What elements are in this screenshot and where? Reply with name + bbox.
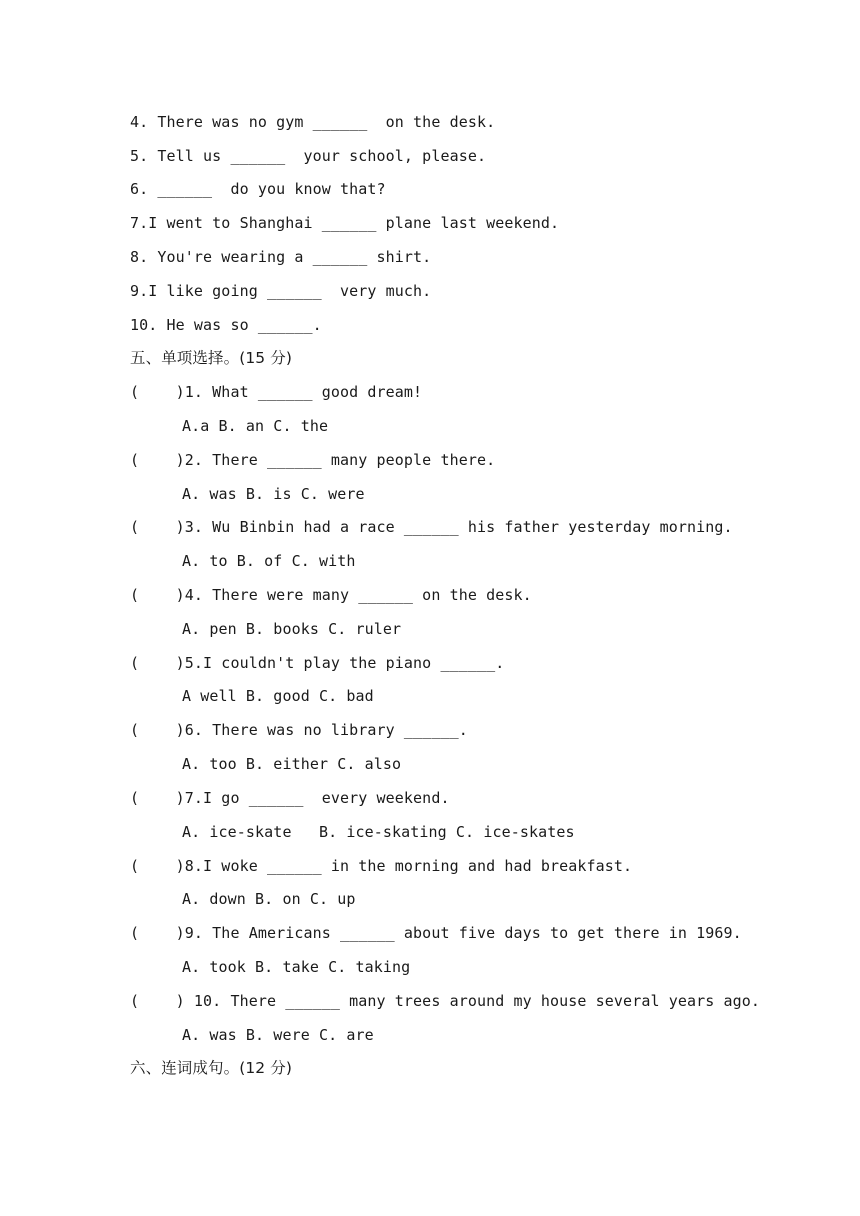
choice-options-2: A. was B. is C. were: [182, 485, 365, 503]
choice-options-3: A. to B. of C. with: [182, 552, 356, 570]
fill-item-6: 6. ______ do you know that?: [130, 180, 386, 198]
choice-options-4: A. pen B. books C. ruler: [182, 620, 402, 638]
choice-options-5: A well B. good C. bad: [182, 687, 374, 705]
choice-question-3: ( )3. Wu Binbin had a race ______ his father yesterday morning.: [130, 518, 733, 536]
choice-options-7: A. ice-skate B. ice-skating C. ice-skates: [182, 823, 575, 841]
choice-options-1: A.a B. an C. the: [182, 417, 329, 435]
choice-options-8: A. down B. on C. up: [182, 890, 356, 908]
choice-options-10: A. was B. were C. are: [182, 1026, 374, 1044]
fill-item-7: 7.I went to Shanghai ______ plane last weekend.: [130, 214, 560, 232]
choice-question-6: ( )6. There was no library ______.: [130, 721, 468, 739]
choice-question-7: ( )7.I go ______ every weekend.: [130, 789, 450, 807]
choice-question-5: ( )5.I couldn't play the piano ______.: [130, 654, 505, 672]
fill-item-10: 10. He was so ______.: [130, 316, 322, 334]
choice-question-9: ( )9. The Americans ______ about five days to get there in 1969.: [130, 924, 742, 942]
choice-options-9: A. took B. take C. taking: [182, 958, 411, 976]
section-5-heading: 五、单项选择。(15 分): [130, 349, 293, 367]
fill-item-4: 4. There was no gym ______ on the desk.: [130, 113, 496, 131]
choice-options-6: A. too B. either C. also: [182, 755, 402, 773]
section-6-heading: 六、连词成句。(12 分): [130, 1059, 293, 1077]
fill-item-9: 9.I like going ______ very much.: [130, 282, 432, 300]
choice-question-4: ( )4. There were many ______ on the desk.: [130, 586, 532, 604]
choice-question-10: ( ) 10. There ______ many trees around my house several years ago.: [130, 992, 761, 1010]
choice-question-8: ( )8.I woke ______ in the morning and had breakfast.: [130, 857, 633, 875]
fill-item-8: 8. You're wearing a ______ shirt.: [130, 248, 432, 266]
choice-question-2: ( )2. There ______ many people there.: [130, 451, 496, 469]
fill-item-5: 5. Tell us ______ your school, please.: [130, 147, 487, 165]
choice-question-1: ( )1. What ______ good dream!: [130, 383, 423, 401]
